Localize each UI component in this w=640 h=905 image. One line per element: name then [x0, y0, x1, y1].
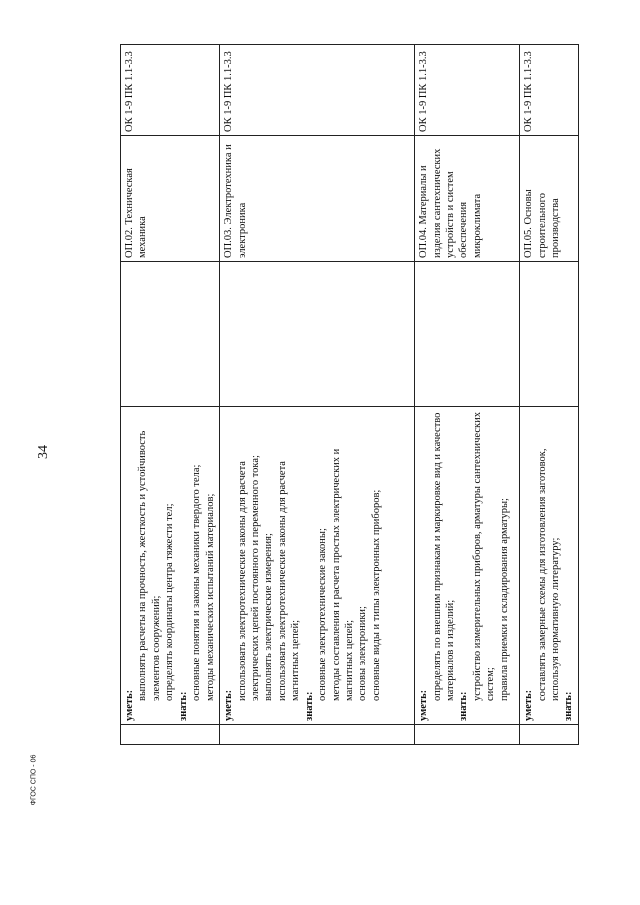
umet-label: уметь:: [223, 689, 235, 721]
curriculum-table: [120, 44, 579, 745]
table-row: [121, 45, 220, 745]
competencies-cell: ОК 1-9 ПК 1.1-3.3: [220, 45, 415, 136]
requirement-item: определять координаты центра тяжести тел;: [164, 503, 176, 701]
index-cell: [520, 725, 579, 745]
requirement-item: основные виды и типы электронных приборов;: [370, 489, 382, 701]
competencies-cell: ОК 1-9 ПК 1.1-3.3: [415, 45, 520, 136]
requirement-item: основные электротехнические законы;: [317, 528, 329, 701]
requirements-cell: [520, 407, 579, 725]
discipline-cell: ОП.03. Электротехника и электроника: [220, 136, 415, 262]
table-row: [520, 45, 579, 745]
requirement-item: использовать электротехнические законы для расчета магнитных цепей;: [276, 461, 302, 701]
requirement-item: определять по внешним признакам и маркировке вид и качество материалов и изделий;: [431, 412, 456, 701]
requirements-cell: [121, 407, 220, 725]
requirement-item: составлять замерные схемы для изготовления заготовок, используя нормативную литературу;: [536, 448, 561, 701]
index-cell: [121, 725, 220, 745]
table-row: [415, 45, 520, 745]
hours-cell: [121, 262, 220, 407]
footer-label: ФГОС СПО - 06: [30, 754, 38, 806]
requirements-cell: [220, 407, 415, 725]
requirement-item: основы электроники;: [357, 606, 369, 701]
requirement-item: правила приемки и складирования арматуры;: [498, 498, 510, 701]
index-cell: [220, 725, 415, 745]
discipline-cell: ОП.05. Основы строительного производства: [520, 136, 579, 262]
competencies-cell: ОК 1-9 ПК 1.1-3.3: [520, 45, 579, 136]
umet-label: уметь:: [124, 689, 135, 721]
rotated-table-wrapper: [120, 45, 575, 745]
requirement-item: выполнять расчеты на прочность, жесткость и устойчивость элементов сооружений;: [137, 430, 162, 701]
requirement-item: методы составления и расчета простых электрических и магнитных цепей;: [330, 448, 355, 701]
discipline-cell: ОП.04. Материалы и изделия сантехнических устройств и систем обеспечения микроклимата: [415, 136, 520, 262]
hours-cell: [415, 262, 520, 407]
requirement-item: устройство измерительных приборов, арматуры сантехнических систем;: [471, 411, 497, 701]
hours-cell: [220, 262, 415, 407]
hours-cell: [520, 262, 579, 407]
znat-label: знать:: [303, 691, 315, 721]
umet-label: уметь:: [418, 689, 430, 721]
znat-label: знать:: [177, 691, 189, 721]
index-cell: [415, 725, 520, 745]
requirement-item: основные понятия и законы механики твердого тела;: [191, 464, 203, 701]
znat-label: знать:: [563, 691, 575, 721]
umet-label: уметь:: [523, 689, 535, 721]
requirement-item: использовать электротехнические законы для расчета электрических цепей постоянного и переменного тока;: [236, 455, 261, 701]
discipline-cell: ОП.02. Техническая механика: [121, 136, 220, 262]
znat-label: знать:: [458, 691, 470, 721]
competencies-cell: ОК 1-9 ПК 1.1-3.3: [121, 45, 220, 136]
table-row: [220, 45, 415, 745]
page-number: 34: [36, 445, 51, 459]
requirements-cell: [415, 407, 520, 725]
requirement-item: выполнять электрические измерения;: [263, 533, 275, 701]
requirement-item: методы механических испытаний материалов;: [204, 493, 216, 701]
